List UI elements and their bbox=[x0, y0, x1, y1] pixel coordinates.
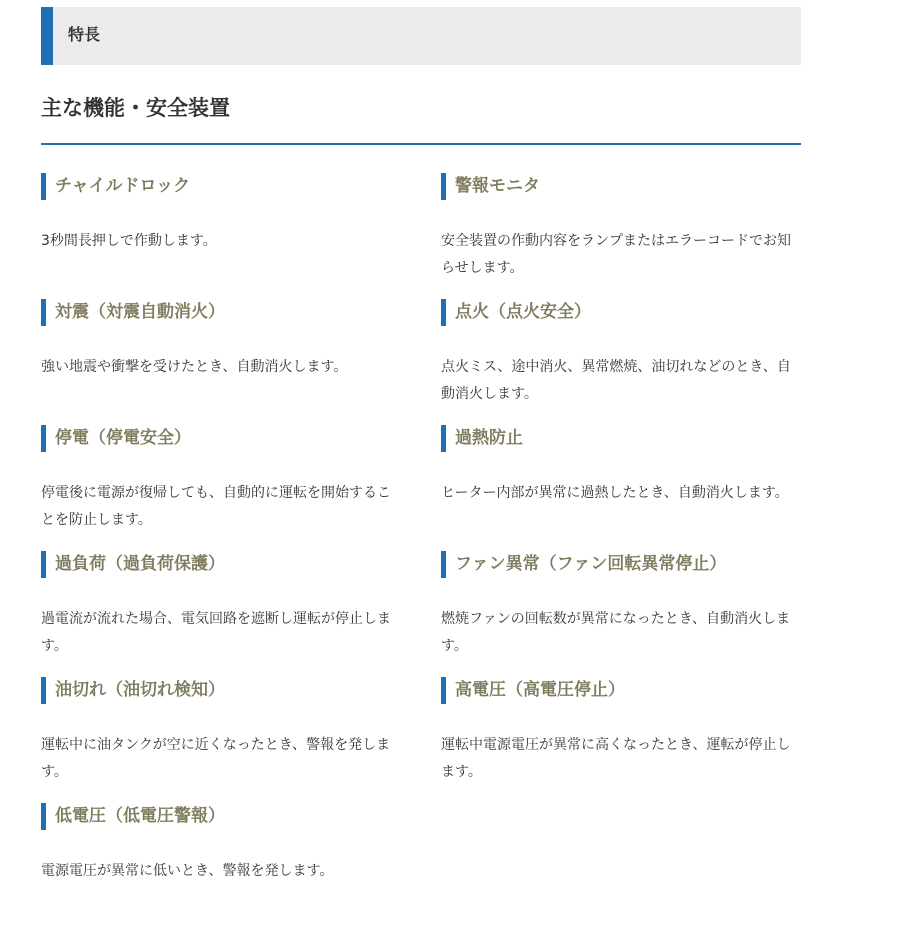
feature-low-voltage bbox=[41, 803, 401, 929]
feature-description: 電源電圧が異常に低いとき、警報を発します。 bbox=[41, 863, 334, 879]
feature-description: 安全装置の作動内容をランプまたはエラーコードでお知らせします。 bbox=[441, 233, 791, 276]
title-divider bbox=[41, 143, 801, 145]
feature-description: 運転中に油タンクが空に近くなったとき、警報を発します。 bbox=[41, 737, 391, 780]
feature-title: 高電圧（高電圧停止） bbox=[441, 677, 801, 704]
feature-description: 停電後に電源が復帰しても、自動的に運転を開始することを防止します。 bbox=[41, 485, 391, 528]
feature-title: 油切れ（油切れ検知） bbox=[41, 677, 401, 704]
feature-child-lock bbox=[41, 173, 401, 299]
feature-description: 点火ミス、途中消火、異常燃焼、油切れなどのとき、自動消火します。 bbox=[441, 359, 791, 402]
feature-grid bbox=[41, 173, 801, 929]
feature-description: 過電流が流れた場合、電気回路を遮断し運転が停止します。 bbox=[41, 611, 391, 654]
feature-fan-error bbox=[441, 551, 801, 677]
feature-seismic bbox=[41, 299, 401, 425]
feature-power-outage bbox=[41, 425, 401, 551]
feature-overload bbox=[41, 551, 401, 677]
feature-title: 過負荷（過負荷保護） bbox=[41, 551, 401, 578]
feature-title: チャイルドロック bbox=[41, 173, 401, 200]
feature-title: 過熱防止 bbox=[441, 425, 801, 452]
page-title: 主な機能・安全装置 bbox=[41, 96, 230, 120]
feature-oil-out bbox=[41, 677, 401, 803]
feature-high-voltage bbox=[441, 677, 801, 803]
section-header bbox=[41, 7, 801, 65]
feature-title: 点火（点火安全） bbox=[441, 299, 801, 326]
feature-title: 対震（対震自動消火） bbox=[41, 299, 401, 326]
feature-alarm-monitor bbox=[441, 173, 801, 299]
feature-description: 運転中電源電圧が異常に高くなったとき、運転が停止します。 bbox=[441, 737, 791, 780]
feature-description: ヒーター内部が異常に過熱したとき、自動消火します。 bbox=[441, 485, 789, 501]
features-page bbox=[41, 7, 801, 879]
feature-description: 燃焼ファンの回転数が異常になったとき、自動消火します。 bbox=[441, 611, 791, 654]
section-header-label: 特長 bbox=[68, 25, 101, 44]
feature-title: ファン異常（ファン回転異常停止） bbox=[441, 551, 801, 578]
feature-title: 低電圧（低電圧警報） bbox=[41, 803, 401, 830]
feature-overheat bbox=[441, 425, 801, 551]
feature-description: 3秒間長押しで作動します。 bbox=[41, 233, 217, 249]
feature-title: 停電（停電安全） bbox=[41, 425, 401, 452]
feature-description: 強い地震や衝撃を受けたとき、自動消火します。 bbox=[41, 359, 348, 375]
feature-title: 警報モニタ bbox=[441, 173, 801, 200]
feature-ignition bbox=[441, 299, 801, 425]
